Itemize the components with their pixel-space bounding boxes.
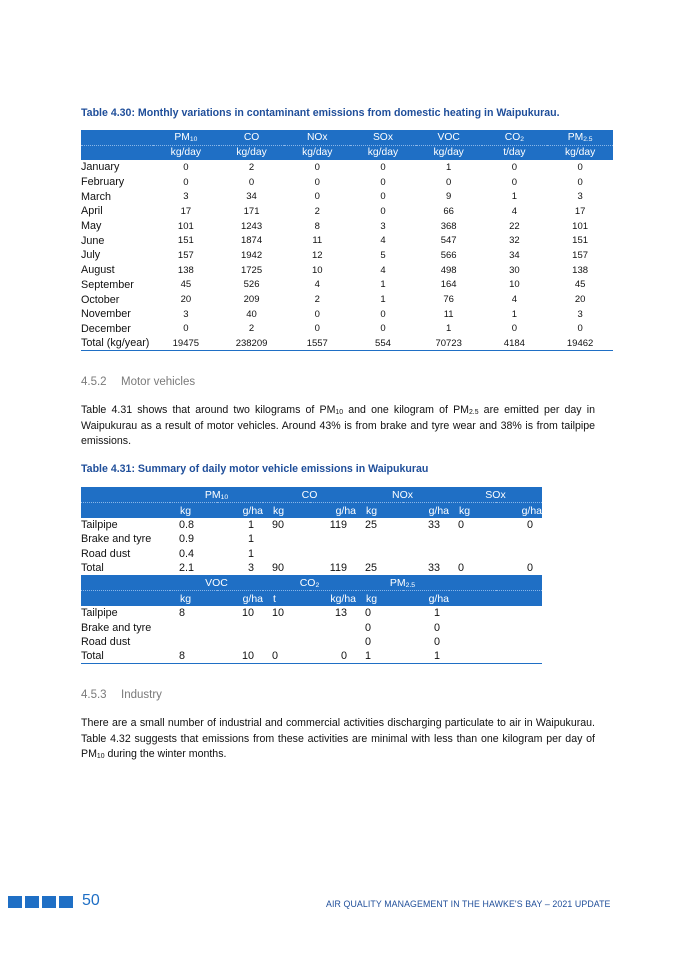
footer-decoration — [8, 896, 73, 908]
table-cell — [356, 547, 403, 561]
table-cell: 13 — [334, 607, 347, 620]
table-cell: 34 — [509, 249, 520, 261]
table-cell — [310, 620, 357, 634]
table-cell: 0 — [314, 308, 320, 320]
table-cell: 3 — [577, 308, 583, 320]
table-row — [81, 219, 613, 234]
unit-header: kg — [170, 503, 217, 519]
table-row — [81, 160, 613, 175]
table-cell — [449, 620, 496, 634]
table-row — [81, 189, 613, 204]
table-cell — [170, 635, 217, 649]
table-row — [81, 292, 613, 307]
table-cell: 209 — [243, 294, 260, 306]
table-cell: 0 — [380, 191, 386, 203]
column-header: $CO_2$ — [263, 575, 356, 591]
table-cell: 0 — [380, 176, 386, 188]
table-cell: 1725 — [240, 264, 263, 276]
table-cell: 2.1 — [170, 561, 217, 575]
table-cell: 0 — [314, 161, 320, 173]
table-cell — [263, 620, 310, 634]
table-cell: 9 — [446, 191, 452, 203]
table-cell: 0 — [248, 176, 255, 188]
table-cell: 0 — [183, 161, 189, 173]
table-cell — [496, 635, 543, 649]
table-cell — [449, 649, 496, 663]
column-header: $PM_{10}$ — [170, 487, 263, 503]
table-cell: 1 — [247, 533, 254, 546]
table-cell: 1 — [380, 294, 386, 306]
header-corner — [81, 130, 153, 145]
section-title: Industry — [121, 689, 162, 701]
table-cell — [403, 532, 450, 546]
footer-square — [59, 896, 73, 908]
table-cell: 1 — [446, 323, 452, 335]
table-cell: 0 — [314, 191, 320, 203]
table-cell — [496, 649, 543, 663]
row-label: December — [81, 322, 131, 335]
table-cell — [217, 620, 264, 634]
paragraph-motor-vehicles: Table 4.31 shows that around two kilograms of $PM_{10}$ and one kilogram of $PM_{2.5}$ are emitted per day in Waipukurau as a result of motor vehicles. Around 43% is from brake and tyre wear and 38% is from tailpipe emissions. — [81, 404, 595, 447]
table-cell — [449, 635, 496, 649]
unit-header: kg/day — [284, 145, 350, 160]
table-cell: 5 — [380, 249, 386, 261]
table-cell: 10 — [217, 649, 264, 663]
table-cell: 4 — [380, 264, 386, 276]
table-row — [81, 322, 613, 337]
table-cell: 0 — [310, 649, 357, 663]
table-row — [81, 336, 613, 351]
table-cell — [496, 620, 543, 634]
table-cell: 45 — [180, 279, 192, 291]
table-cell: 1 — [403, 649, 450, 663]
table-cell: 2 — [248, 323, 255, 335]
row-label: Brake and tyre — [81, 621, 152, 634]
section-number: 4.5.2 — [81, 376, 107, 388]
table-cell — [496, 547, 543, 561]
table-cell: 66 — [443, 205, 454, 217]
table-cell — [263, 547, 310, 561]
table-row — [81, 649, 542, 663]
table-row — [81, 175, 613, 190]
table-cell: 33 — [427, 519, 440, 532]
table-row — [81, 518, 542, 532]
row-label: July — [81, 249, 101, 262]
table-cell: 1 — [247, 519, 254, 532]
table-cell: 0 — [380, 205, 386, 217]
table-cell — [170, 620, 217, 634]
table-row — [81, 620, 542, 634]
row-label: Total — [81, 561, 170, 575]
table-cell: 554 — [350, 336, 416, 351]
table-cell: 0 — [577, 176, 583, 188]
table-cell — [496, 532, 543, 546]
table-cell — [449, 606, 496, 620]
table-cell: 1 — [511, 308, 518, 320]
table-cell: 32 — [509, 235, 520, 247]
column-header: VOC — [170, 575, 263, 591]
table-cell: 0 — [183, 323, 189, 335]
table-cell: 0 — [365, 621, 372, 634]
row-label: August — [81, 264, 115, 277]
unit-header: g/ha — [310, 503, 357, 519]
table-cell: 25 — [356, 561, 403, 575]
table-431-caption: Table 4.31: Summary of daily motor vehicle emissions in Waipukurau — [81, 463, 429, 475]
table-cell: 0 — [577, 323, 583, 335]
unit-header: kg — [263, 503, 310, 519]
column-header: $PM_{2.5}$ — [356, 575, 449, 591]
table-cell: 3 — [217, 561, 264, 575]
table-430-caption: Table 4.30: Monthly variations in contaminant emissions from domestic heating in Waipukurau. — [81, 107, 560, 119]
row-label: September — [81, 278, 134, 291]
table-cell: 19475 — [153, 336, 219, 351]
table-cell: 0.4 — [179, 547, 195, 560]
table-cell: 101 — [177, 220, 194, 232]
table-cell: 0 — [449, 561, 496, 575]
table-cell: 151 — [177, 235, 194, 247]
column-header: CO — [219, 130, 285, 145]
column-header: NOx — [284, 130, 350, 145]
table-cell: 0 — [458, 519, 465, 532]
table-cell: 0 — [511, 161, 518, 173]
table-cell: 8 — [179, 607, 186, 620]
footer-square — [25, 896, 39, 908]
table-cell — [403, 547, 450, 561]
table-431-group2-units-row — [81, 591, 542, 607]
unit-header: kg — [356, 591, 403, 607]
column-header: VOC — [416, 130, 482, 145]
table-cell: 526 — [243, 279, 260, 291]
table-cell: 1942 — [240, 249, 263, 261]
table-cell: 0 — [380, 323, 386, 335]
unit-header: kg — [356, 503, 403, 519]
column-header: $PM_{10}$ — [153, 130, 219, 145]
section-heading-motor-vehicles — [81, 376, 195, 388]
table-431 — [81, 487, 542, 664]
table-431-group2-header-row — [81, 575, 542, 591]
unit-header — [496, 591, 543, 607]
row-label: June — [81, 234, 105, 247]
table-cell — [310, 532, 357, 546]
row-label: February — [81, 176, 125, 189]
table-cell: 10 — [509, 279, 520, 291]
footer-square — [8, 896, 22, 908]
unit-header: kg/day — [219, 145, 285, 160]
table-cell: 0.9 — [179, 533, 195, 546]
table-row — [81, 263, 613, 278]
unit-header: kg/day — [547, 145, 613, 160]
column-header: $PM_{2.5}$ — [547, 130, 613, 145]
row-label: May — [81, 220, 102, 233]
table-cell: 30 — [509, 264, 520, 276]
table-cell: 2 — [314, 205, 320, 217]
table-cell: 2 — [314, 294, 320, 306]
table-cell: 4 — [380, 235, 386, 247]
row-label: November — [81, 308, 131, 321]
table-cell: 20 — [574, 294, 586, 306]
table-cell: 119 — [310, 561, 357, 575]
units-corner — [81, 145, 153, 160]
table-cell: 3 — [380, 220, 386, 232]
table-cell: 4 — [314, 279, 320, 291]
column-header: CO — [263, 487, 356, 503]
table-cell: 4 — [511, 205, 518, 217]
unit-header: kg/day — [153, 145, 219, 160]
table-cell: 70723 — [416, 336, 482, 351]
table-cell: 1243 — [240, 220, 263, 232]
row-label: Road dust — [81, 635, 131, 648]
table-cell: 11 — [312, 235, 323, 247]
header-filler — [449, 575, 542, 591]
unit-header: g/ha — [403, 503, 450, 519]
table-cell — [449, 532, 496, 546]
table-cell: 151 — [572, 235, 589, 247]
row-label: Brake and tyre — [81, 533, 152, 546]
table-cell: 1 — [433, 607, 440, 620]
table-cell: 238209 — [219, 336, 285, 351]
column-header: SOx — [350, 130, 416, 145]
row-label: March — [81, 190, 111, 203]
section-number: 4.5.3 — [81, 689, 107, 701]
table-cell: 17 — [180, 205, 192, 217]
table-cell: 0 — [526, 519, 533, 532]
table-cell: 0 — [446, 176, 452, 188]
table-cell: 0.8 — [179, 519, 195, 532]
table-cell — [217, 635, 264, 649]
row-label: January — [81, 161, 120, 174]
table-cell: 0 — [511, 323, 518, 335]
table-row — [81, 307, 613, 322]
table-cell: 8 — [314, 220, 320, 232]
table-cell: 566 — [440, 249, 457, 261]
table-cell: 17 — [574, 205, 586, 217]
table-cell: 22 — [509, 220, 520, 232]
table-row — [81, 532, 542, 546]
table-cell: 10 — [241, 607, 254, 620]
unit-header: g/ha — [496, 503, 543, 519]
table-cell: 0 — [314, 323, 320, 335]
table-cell: 76 — [443, 294, 454, 306]
table-430-units-row — [81, 145, 613, 160]
unit-header: kg — [449, 503, 496, 519]
table-cell: 8 — [170, 649, 217, 663]
unit-header: g/ha — [217, 591, 264, 607]
table-cell: 2 — [248, 161, 255, 173]
table-cell: 12 — [311, 249, 323, 261]
unit-header: kg/day — [416, 145, 482, 160]
table-cell: 34 — [246, 191, 257, 203]
table-cell: 1 — [511, 191, 518, 203]
footer-square — [42, 896, 56, 908]
table-cell: 171 — [243, 205, 260, 217]
table-row — [81, 278, 613, 293]
column-header: $CO_2$ — [482, 130, 548, 145]
unit-header — [449, 591, 496, 607]
unit-header: t — [263, 591, 310, 607]
table-cell: 368 — [440, 220, 457, 232]
table-cell — [356, 532, 403, 546]
table-cell: 20 — [180, 294, 192, 306]
table-cell — [310, 547, 357, 561]
table-cell: 0 — [380, 308, 386, 320]
table-431-group1-header-row — [81, 487, 542, 503]
table-cell: 1 — [380, 279, 386, 291]
header-corner — [81, 575, 170, 591]
table-cell: 1557 — [284, 336, 350, 351]
table-431-body — [81, 487, 542, 663]
header-corner — [81, 487, 170, 503]
unit-header: kg — [170, 591, 217, 607]
section-title: Motor vehicles — [121, 376, 196, 388]
table-cell — [496, 606, 543, 620]
table-cell: 45 — [574, 279, 586, 291]
table-row — [81, 561, 542, 575]
table-cell: 4184 — [482, 336, 548, 351]
table-cell: 157 — [572, 249, 589, 261]
table-cell: 1874 — [240, 235, 263, 247]
section-heading-industry — [81, 689, 162, 701]
unit-header: kg/day — [350, 145, 416, 160]
table-cell: 4 — [511, 294, 518, 306]
table-cell: 11 — [443, 308, 454, 320]
table-row — [81, 248, 613, 263]
table-cell: 0 — [183, 176, 189, 188]
column-header: NOx — [356, 487, 449, 503]
table-cell: 3 — [183, 308, 189, 320]
table-cell — [310, 635, 357, 649]
table-row — [81, 635, 542, 649]
table-cell: 3 — [183, 191, 189, 203]
table-cell: 157 — [177, 249, 194, 261]
table-cell: 3 — [577, 191, 583, 203]
table-cell: 0 — [433, 635, 440, 648]
table-cell: 498 — [440, 264, 457, 276]
table-cell: 1 — [356, 649, 403, 663]
table-430 — [81, 130, 613, 351]
table-cell — [263, 532, 310, 546]
table-cell — [449, 547, 496, 561]
table-row — [81, 233, 613, 248]
unit-header: g/ha — [403, 591, 450, 607]
row-label: April — [81, 205, 103, 218]
table-cell: 0 — [314, 176, 320, 188]
table-431-group1-units-row — [81, 503, 542, 519]
table-cell: 33 — [403, 561, 450, 575]
table-cell: 0 — [365, 635, 372, 648]
table-cell: 138 — [177, 264, 194, 276]
footer-title: AIR QUALITY MANAGEMENT IN THE HAWKE'S BAY – 2021 UPDATE — [326, 899, 611, 909]
table-cell: 90 — [272, 519, 285, 532]
table-430-header-row — [81, 130, 613, 145]
table-row — [81, 606, 542, 620]
row-label: Road dust — [81, 547, 131, 560]
table-cell: 19462 — [547, 336, 613, 351]
table-row — [81, 547, 542, 561]
table-cell: 0 — [365, 607, 372, 620]
row-label: Total — [81, 649, 170, 663]
unit-header: g/ha — [217, 503, 264, 519]
unit-header: kg/ha — [310, 591, 357, 607]
table-cell: 0 — [511, 176, 518, 188]
table-row — [81, 204, 613, 219]
row-label: Tailpipe — [81, 519, 118, 532]
row-label: Tailpipe — [81, 607, 118, 620]
table-cell: 25 — [365, 519, 378, 532]
table-cell: 0 — [263, 649, 310, 663]
table-cell: 547 — [440, 235, 457, 247]
units-corner — [81, 503, 170, 519]
column-header: SOx — [449, 487, 542, 503]
table-430-body — [81, 160, 613, 351]
table-cell: 0 — [496, 561, 543, 575]
table-cell: 90 — [263, 561, 310, 575]
units-corner — [81, 591, 170, 607]
row-label: Total (kg/year) — [81, 336, 153, 351]
table-cell: 1 — [247, 547, 254, 560]
table-cell: 0 — [380, 161, 386, 173]
table-cell: 0 — [577, 161, 583, 173]
table-cell: 10 — [311, 264, 323, 276]
table-cell — [263, 635, 310, 649]
table-cell: 119 — [329, 519, 347, 532]
table-cell: 10 — [272, 607, 285, 620]
table-cell: 164 — [440, 279, 457, 291]
table-cell: 101 — [572, 220, 589, 232]
table-cell: 0 — [433, 621, 440, 634]
page-number: 50 — [82, 892, 100, 909]
table-cell: 40 — [246, 308, 257, 320]
unit-header: t/day — [482, 145, 548, 160]
row-label: October — [81, 293, 120, 306]
paragraph-industry: There are a small number of industrial and commercial activities discharging particulate to air in Waipukurau. Table 4.32 suggests that emissions from these activities are minimal with less than one kilogram per day of $PM_{10}$ during the winter months. — [81, 717, 595, 760]
table-cell: 138 — [572, 264, 589, 276]
table-cell: 1 — [446, 161, 452, 173]
